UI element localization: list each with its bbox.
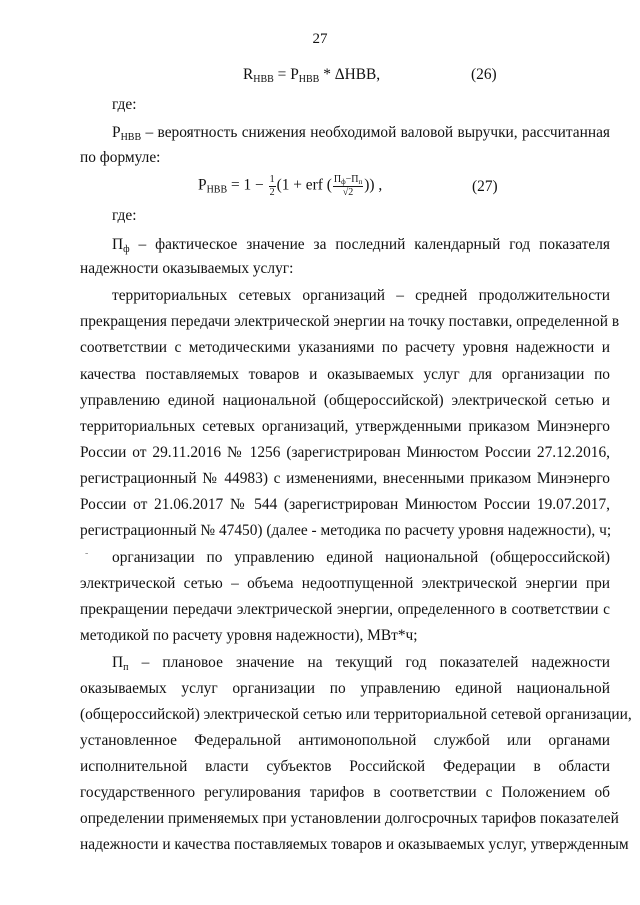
text-line: соответствии с методическими указаниями по расчету уровня надежности и: [80, 339, 610, 356]
text-line: государственного регулирования тарифов в соответствии с Положением об: [80, 784, 610, 801]
text-line: территориальных сетевых организаций – средней продолжительности: [112, 287, 610, 304]
fraction-erf-argument: $\frac{П_ф-П_п}{√2}$: [333, 174, 363, 198]
text-line: регистрационный № 44983) с изменениями, внесенными приказом Минэнерго: [80, 470, 610, 487]
prob-definition-line-2: по формуле:: [80, 149, 161, 166]
fraction-half: $\frac{1}{2}$: [269, 174, 275, 198]
text-line: (общероссийской) электрической сетью или территориальной сетевой организации,: [80, 706, 632, 723]
text-line: России от 29.11.2016 № 1256 (зарегистрирован Минюстом России 27.12.2016,: [80, 444, 610, 461]
text-line: исполнительной власти субъектов Российской Федерации в области: [80, 758, 610, 775]
text-line: качества поставляемых товаров и оказываемых услуг для организации по: [80, 366, 610, 383]
page-number: 27: [312, 31, 328, 47]
text-line: регистрационный № 47450) (далее - методика по расчету уровня надежности), ч;: [80, 522, 612, 539]
text-line: электрической сетью – объема недоотпущенной электрической энергии при: [80, 575, 610, 592]
text-line: надежности и качества поставляемых товаров и оказываемых услуг, утвержденным: [80, 836, 629, 853]
equation-27-number: (27): [472, 178, 498, 195]
where-label-1: где:: [112, 96, 137, 113]
text-line: установленное Федеральной антимонопольной службой или органами: [80, 732, 610, 749]
text-line: России от 21.06.2017 № 544 (зарегистрирован Минюстом России 19.07.2017,: [80, 496, 610, 513]
pp-definition-line: $П_п$ – плановое значение на текущий год показателей надежности: [112, 654, 610, 673]
prob-definition-line: $P_{НВВ}$ – вероятность снижения необходимой валовой выручки, рассчитанная: [112, 124, 610, 143]
pf-definition-line: $П_ф$ – фактическое значение за последний календарный год показателя: [112, 236, 610, 255]
scan-mark: -: [85, 548, 89, 559]
text-line: территориальных сетевых организаций, утвержденными приказом Минэнерго: [80, 418, 610, 435]
text-line: управлению единой национальной (общероссийской) электрической сетью и: [80, 392, 610, 409]
text-line: определении применяемых при установлении долгосрочных тарифов показателей: [80, 810, 619, 827]
text-line: методикой по расчету уровня надежности), МВт*ч;: [80, 627, 418, 644]
text-line: прекращении передачи электрической энергии, определенного в соответствии с: [80, 601, 610, 618]
equation-26: $R_{НВВ} = P_{НВВ} * \Delta НВВ$,: [243, 66, 381, 85]
equation-26-number: (26): [471, 66, 497, 83]
text-line: надежности оказываемых услуг:: [80, 260, 294, 277]
where-label-2: где:: [112, 207, 137, 224]
equation-27: $P_{НВВ} = 1$ − $\frac{1}{2}$ (1 + erf ( $\frac{П_ф-П_п}{√2}$ )) ,: [198, 174, 383, 198]
text-line: оказываемых услуг организации по управлению единой национальной: [80, 680, 610, 697]
text-line: прекращения передачи электрической энергии на точку поставки, определенной в: [80, 313, 620, 330]
text-line: организации по управлению единой национальной (общероссийской): [112, 549, 610, 566]
